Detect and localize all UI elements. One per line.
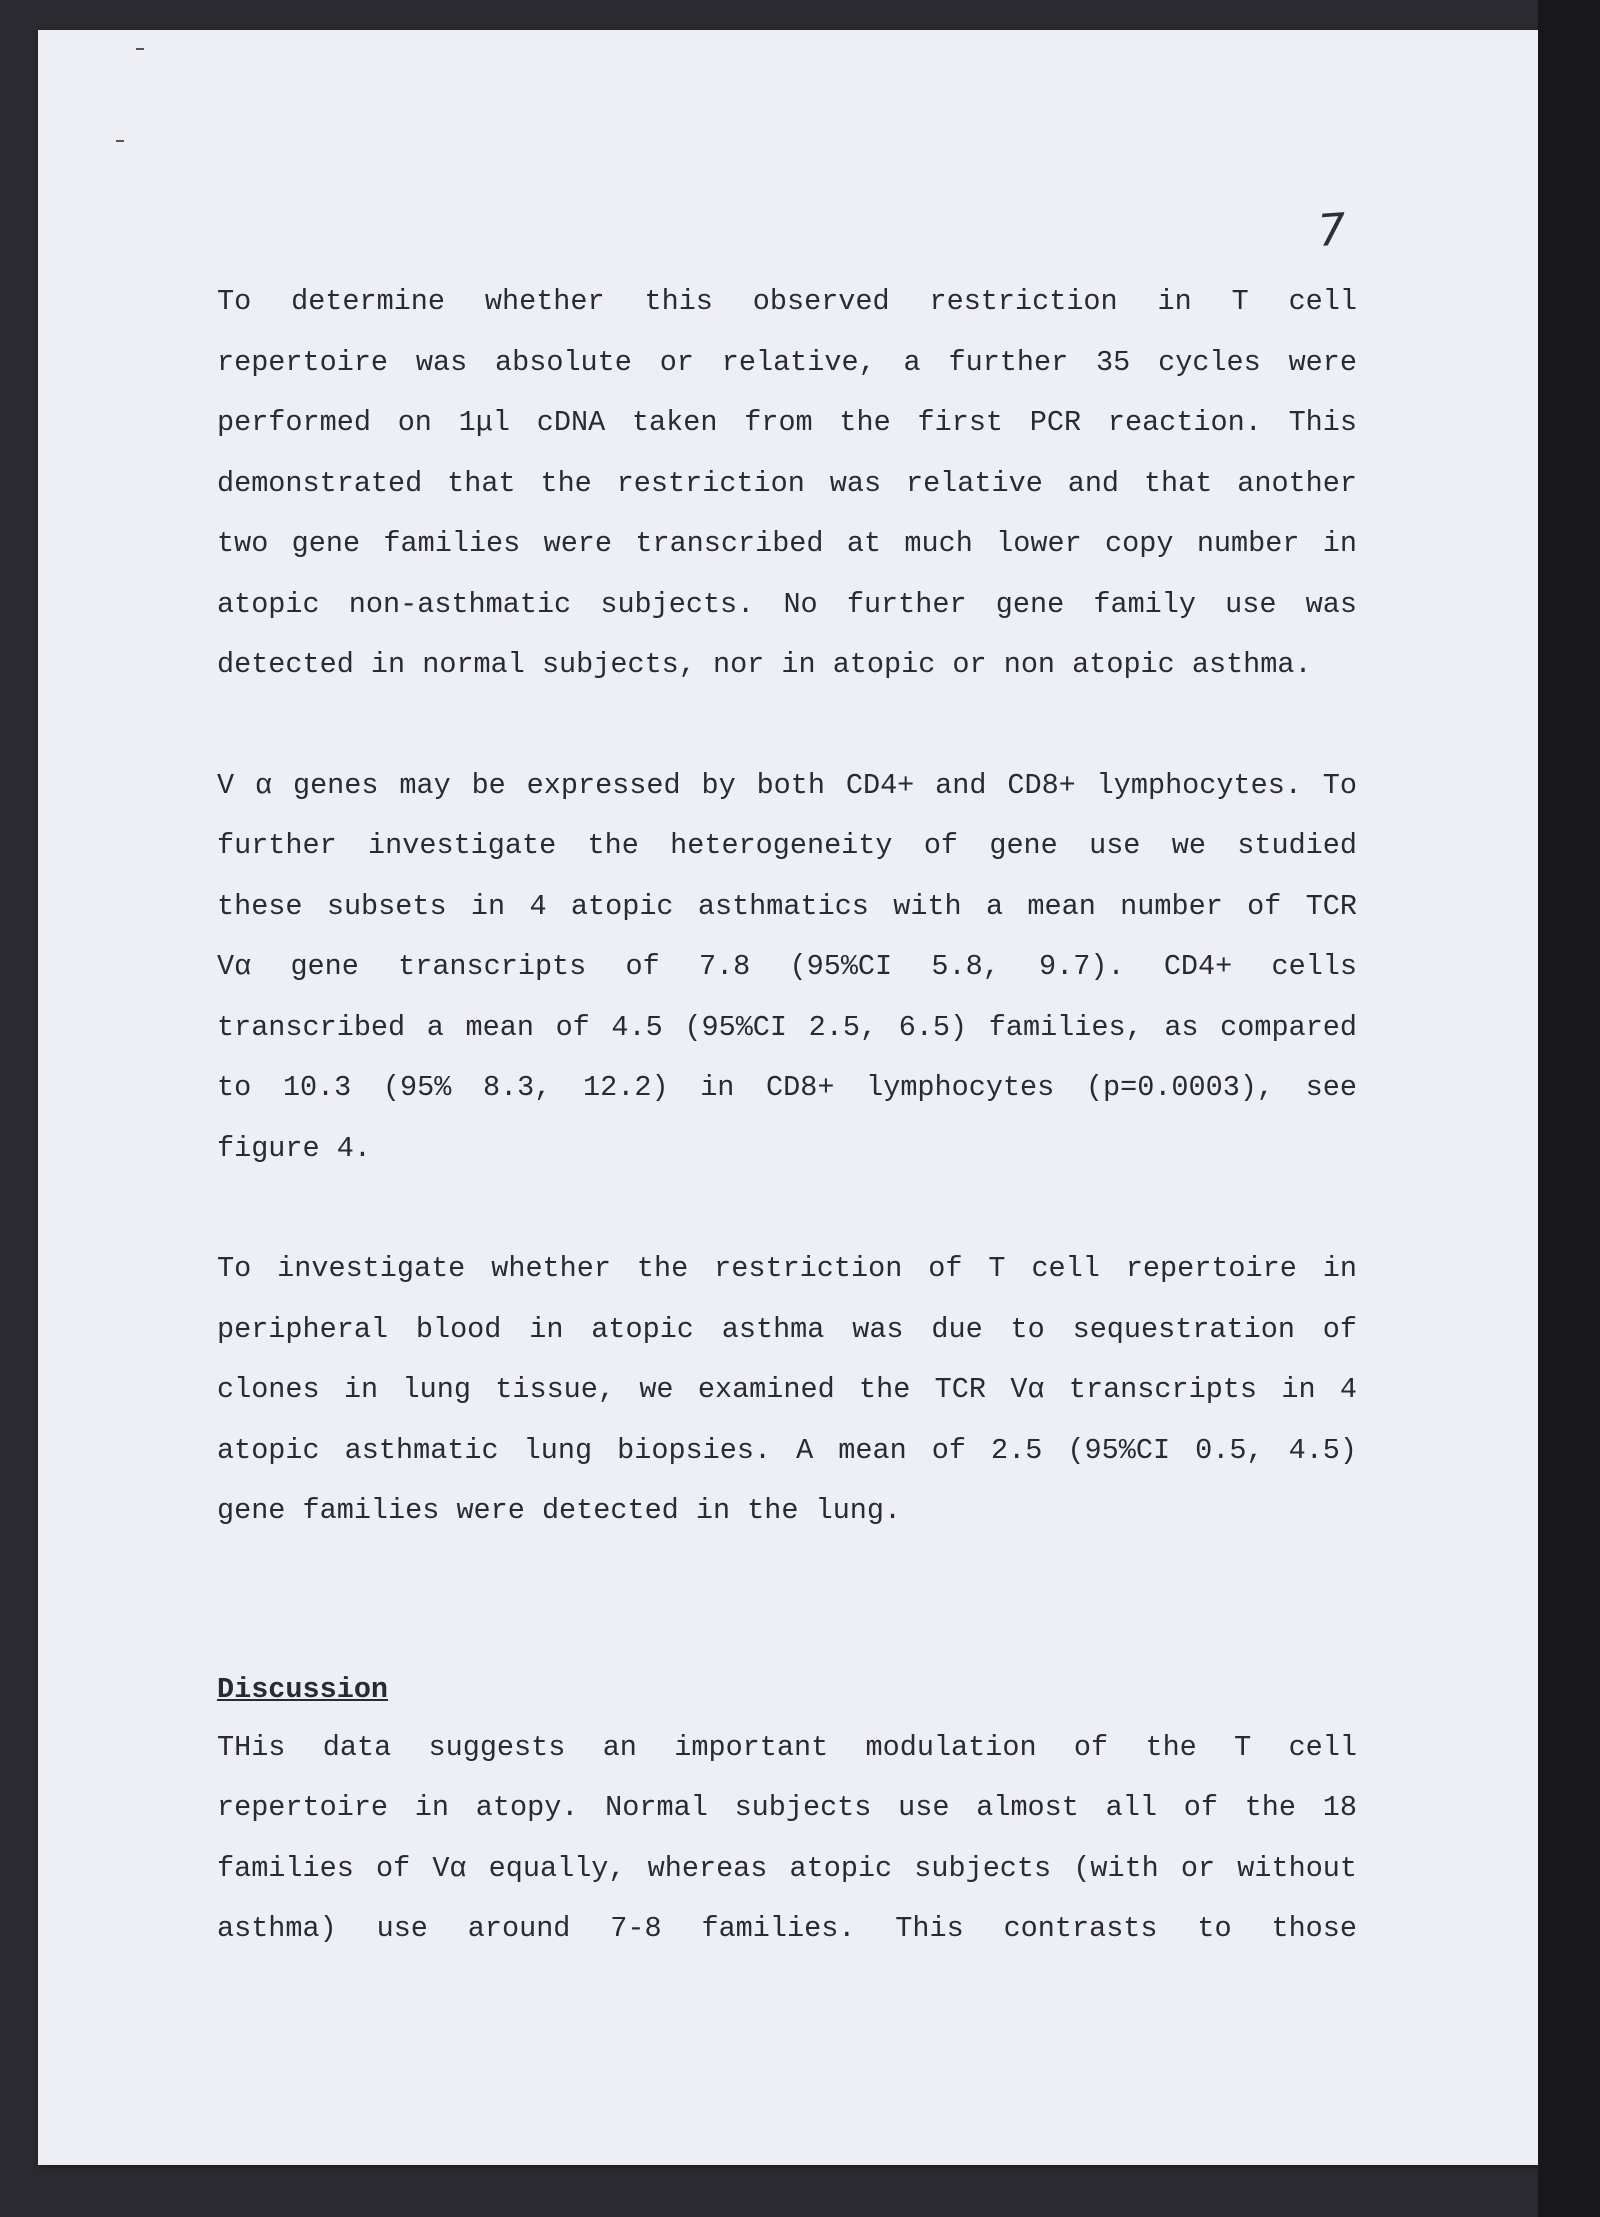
page-number: 7 bbox=[1316, 204, 1348, 257]
text-line: gene families were detected in the lung. bbox=[217, 1494, 902, 1527]
section-heading: Discussion bbox=[217, 1672, 389, 1706]
text-line: To investigate whether the restriction of T cell repertoire in bbox=[217, 1252, 1357, 1285]
text-line: performed on 1μl cDNA taken from the first PCR reaction. This bbox=[217, 406, 1357, 439]
paragraph-lung bbox=[217, 1239, 1357, 1542]
paragraph-subsets bbox=[217, 756, 1357, 1180]
text-line: families of Vα equally, whereas atopic subjects (with or without bbox=[217, 1851, 1357, 1885]
text-line: these subsets in 4 atopic asthmatics with a mean number of TCR bbox=[217, 889, 1357, 923]
text-line: THis data suggests an important modulation of the T cell bbox=[217, 1730, 1357, 1764]
text-line: repertoire in atopy. Normal subjects use almost all of the 18 bbox=[217, 1791, 1357, 1824]
text-line: demonstrated that the restriction was relative and that another bbox=[217, 466, 1357, 500]
section-discussion bbox=[217, 1662, 1357, 1960]
text-line: asthma) use around 7-8 families. This contrasts to those bbox=[217, 1912, 1357, 1945]
text-line: further investigate the heterogeneity of gene use we studied bbox=[217, 829, 1357, 862]
text-line: peripheral blood in atopic asthma was due to sequestration of bbox=[217, 1312, 1357, 1346]
text-line: figure 4. bbox=[217, 1131, 371, 1165]
scan-border bbox=[1538, 0, 1600, 2217]
text-line: two gene families were transcribed at much lower copy number in bbox=[217, 527, 1357, 560]
text-line: atopic non-asthmatic subjects. No further gene family use was bbox=[217, 587, 1357, 621]
scan-mark bbox=[136, 48, 144, 50]
text-line: to 10.3 (95% 8.3, 12.2) in CD8+ lymphocytes (p=0.0003), see bbox=[217, 1071, 1357, 1104]
text-line: clones in lung tissue, we examined the TCR Vα transcripts in 4 bbox=[217, 1373, 1357, 1406]
text-line: repertoire was absolute or relative, a further 35 cycles were bbox=[217, 345, 1357, 379]
document-body bbox=[217, 272, 1357, 1960]
text-line: detected in normal subjects, nor in atopic or non atopic asthma. bbox=[217, 648, 1312, 681]
text-line: atopic asthmatic lung biopsies. A mean of 2.5 (95%CI 0.5, 4.5) bbox=[217, 1433, 1357, 1467]
text-line: V α genes may be expressed by both CD4+ and CD8+ lymphocytes. To bbox=[217, 768, 1357, 802]
text-line: transcribed a mean of 4.5 (95%CI 2.5, 6.5) families, as compared bbox=[217, 1010, 1357, 1044]
text-line: Vα gene transcripts of 7.8 (95%CI 5.8, 9.7). CD4+ cells bbox=[217, 950, 1357, 983]
paragraph-restriction bbox=[217, 272, 1357, 696]
scan-mark bbox=[116, 140, 124, 142]
text-line: To determine whether this observed restriction in T cell bbox=[217, 285, 1357, 318]
